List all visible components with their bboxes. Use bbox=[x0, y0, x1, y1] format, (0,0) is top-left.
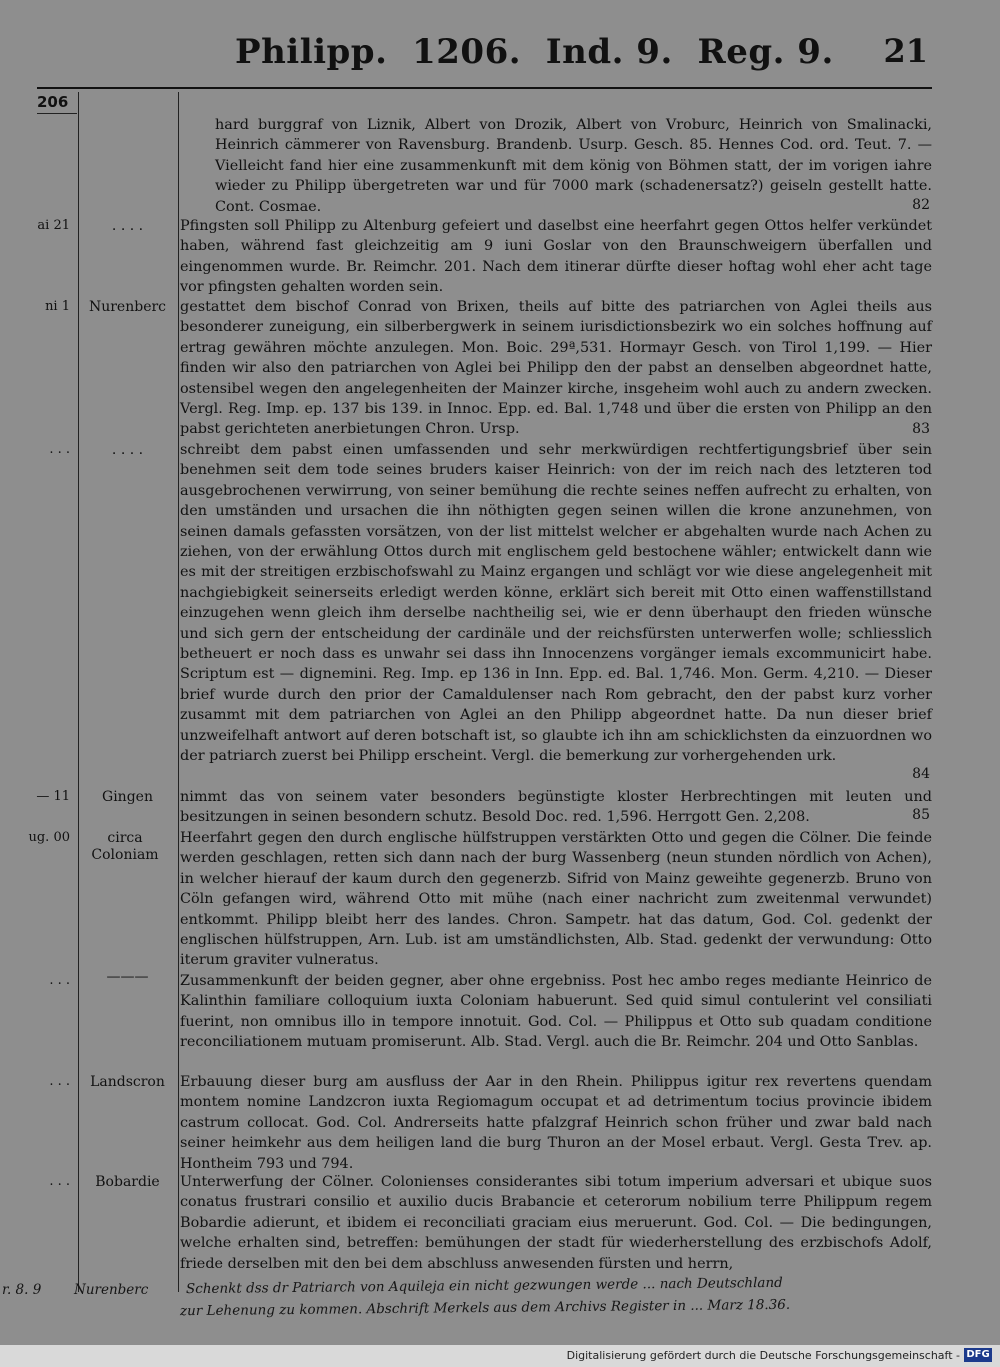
entry-number: 84 bbox=[912, 766, 930, 782]
entry-text: Erbauung dieser burg am ausfluss der Aar in den Rhein. Philippus igitur rex revertens quendam montem nomine Landzcron iuxta Regiomagum occupat et ad detrimentum tocius provincie ibidem castrum collocat. God. Col. Andrerseits hatte pfalzgraf Heinrich schon früher und zwar bald nach seiner heimkehr aus dem heiligen land die burg Thuron an der Mosel erbaut. Vergl. Gesta Trev. ap. Hontheim 793 und 794. bbox=[180, 1074, 932, 1172]
entry-date: . . . bbox=[49, 973, 70, 988]
handwritten-note-line1: Schenkt dss dr Patriarch von Aquileja ein nicht gezwungen werde ... nach Deutschland bbox=[185, 1274, 783, 1298]
entry-date: . . . bbox=[49, 1174, 70, 1189]
handwritten-date: r. 8. 9 bbox=[2, 1282, 42, 1298]
entry-number: 83 bbox=[912, 421, 930, 437]
entry-text: Pfingsten soll Philipp zu Altenburg gefeiert und daselbst eine heerfahrt gegen Ottos helfer verkündet haben, während fast gleichzeitig am 9 iuni Goslar von den Braunschweigern überfallen und eingenommen wurde. Br. Reimchr. 201. Nach dem itinerar dürfte dieser hoftag wohl eher acht tage vor pfingsten gehalten worden sein. bbox=[180, 218, 932, 296]
page-header bbox=[0, 30, 1000, 80]
entry-place: . . . . bbox=[111, 442, 144, 458]
entry-date: ai 21 bbox=[37, 218, 70, 233]
entry-date: ni 1 bbox=[45, 299, 70, 314]
entry-text: Unterwerfung der Cölner. Colonienses considerantes sibi totum imperium adversari et ubique suos conatus frustrari consilio et auxilio ducis Brabancie et ceterorum nobilium terre Philippum regem Bobardie adierunt, et ibidem ei reconciliati graciam eius meruerunt. God. Col. — Die bedingungen, welche erhalten sind, betreffen: bemühungen der stadt für wiederherstellung des erzbischofs Adolf, friede derselben mit den bei dem abschluss anwesenden fürsten und herrn, bbox=[180, 1174, 932, 1272]
column-divider-place bbox=[178, 92, 179, 1292]
column-divider-date bbox=[78, 92, 79, 1292]
entry-place: Nurenberc bbox=[88, 299, 167, 315]
entry-number: 85 bbox=[912, 807, 930, 823]
entry-date: . . . bbox=[49, 442, 70, 457]
handwritten-note-line2: zur Lehenung zu kommen. Abschrift Merkels aus dem Archivs Register in ... Marz 18.36. bbox=[179, 1296, 791, 1320]
entry-date: ug. 00 bbox=[28, 830, 70, 845]
running-title: Philipp. 1206. Ind. 9. Reg. 9. bbox=[235, 32, 834, 72]
entry-text: Heerfahrt gegen den durch englische hülfstruppen verstärkten Otto und gegen die Cölner. Die feinde werden geschlagen, retten sich dann nach der burg Wassenberg (neun stunden nördlich von Achen), in welcher hierauf der kaum durch den gegenerzb. Sifrid von Mainz geweihte gegenerzb. Bruno von Cöln gefangen wird, während Otto mit mühe (nach einer nachricht zum zweitenmal verwundet) entkommt. Philipp bleibt herr des landes. Chron. Sampetr. hat das datum, God. Col. gedenkt der englischen hülfstruppen, Arn. Lub. ist am umständlichsten, Alb. Stad. gedenkt der verwundung: Otto iterum graviter vulneratus. bbox=[180, 830, 932, 969]
entry-text: schreibt dem pabst einen umfassenden und sehr merkwürdigen rechtfertigungsbrief über sein benehmen seit dem tode seines bruders kaiser Heinrich: von der im reich nach des letzteren tod ausgebrochenen verwirrung, von seiner bemühung die rechte seines neffen aufrecht zu erhalten, von den umständen und ursachen die ihn nöthigten gegen seinen willen die krone anzunehmen, von seinen damals gefassten vorsätzen, von der list mittelst welcher er abgehalten wurde nach Achen zu ziehen, von der erwählung Ottos durch mit englischem geld bestochene wähler; entwickelt dann wie es mit der streitigen erzbischofswahl zu Mainz ergangen und schlägt vor wie diese angelegenheit mit nachgiebigkeit seinerseits erledigt werden könne, erklärt sich bereit mit Otto einen waffenstillstand einzugehen wenn gleich ihm derselbe nachtheilig sei, wie er denn überhaupt den frieden wünsche und sich gern der entscheidung der cardinäle und der reichsfürsten unterwerfen wolle; schliesslich betheuert er noch dass es unwahr sei dass ihn Innocenzens vorgänger iemals excommunicirt habe. Scriptum est — dignemini. Reg. Imp. ep 136 in Inn. Epp. ed. Bal. 1,746. Mon. Germ. 4,210. — Dieser brief wurde durch den prior der Camaldulenser nach Rom gebracht, den der pabst kurz vorher zusammt mit dem patriarchen von Aglei an den Philipp abgeordnet hatte. Da nun dieser brief unzweifelhaft antwort auf deren botschaft ist, so glaubte ich ihn am schicklichsten da einzuordnen wo der patriarch zuerst bei Philipp erscheint. Vergl. die bemerkung zur vorhergehenden urk. bbox=[180, 442, 932, 765]
entry-place: . . . . bbox=[111, 218, 144, 234]
entry-text: Zusammenkunft der beiden gegner, aber ohne ergebniss. Post hec ambo reges mediante Heinrico de Kalinthin familiare colloquium iuxta Coloniam habuerunt. Sed quid simul contulerint vel consiliati fuerint, non omnibus illo in tempore innotuit. God. Col. — Philippus et Otto sub quadam conditione reconciliationem mutuam promiserunt. Alb. Stad. Vergl. auch die Br. Reimchr. 204 und Otto Sanblas. bbox=[180, 973, 932, 1051]
entry-place: circa Coloniam bbox=[91, 830, 159, 863]
entry-text: hard burggraf von Liznik, Albert von Drozik, Albert von Vroburc, Heinrich von Smalinacki, Heinrich cämmerer von Ravensburg. Brandenb. Usurp. Gesch. 85. Hennes Cod. ord. Teut. 7. — Vielleicht fand hier eine zusammenkunft mit dem könig von Böhmen statt, der im vorigen iahre wieder zu Philipp übergetreten war und für 7000 mark (schadenersatz?) geiseln gestellt hatte. Cont. Cosmae. bbox=[215, 117, 932, 215]
entry-number: 82 bbox=[912, 197, 930, 213]
footer-bar bbox=[0, 1345, 1000, 1367]
entry-place: Bobardie bbox=[95, 1174, 160, 1190]
entry-text: gestattet dem bischof Conrad von Brixen, theils auf bitte des patriarchen von Aglei theils aus besonderer zuneigung, ein silberbergwerk in seinem iurisdictionsbezirk wo ein solches hoffnung auf ertrag gewähren möchte anzulegen. Mon. Boic. 29ª,531. Hormayr Gesch. von Tirol 1,199. — Hier finden wir also den patriarchen von Aglei bei Philipp den der pabst an denselben abgeordnet hatte, ostensibel wegen den angelegenheiten der Mainzer kirche, insgeheim wohl auch zu andern zwecken. Vergl. Reg. Imp. ep. 137 bis 139. in Innoc. Epp. ed. Bal. 1,748 und über die ersten von Philipp an den pabst gerichteten anerbietungen Chron. Ursp. bbox=[180, 299, 932, 438]
page-number: 21 bbox=[883, 32, 928, 70]
entry-place: Landscron bbox=[90, 1074, 165, 1090]
year-marker: 206 bbox=[37, 93, 77, 114]
entry-place: ——— bbox=[106, 969, 149, 985]
entry-place: Gingen bbox=[102, 789, 153, 805]
handwritten-place: Nurenberc bbox=[74, 1282, 149, 1298]
entry-text: nimmt das von seinem vater besonders begünstigte kloster Herbrechtingen mit leuten und besitzungen in seinen besondern schutz. Besold Doc. red. 1,596. Herrgott Gen. 2,208. bbox=[180, 789, 932, 826]
header-rule bbox=[37, 87, 932, 89]
funding-notice: Digitalisierung gefördert durch die Deutsche Forschungsgemeinschaft - bbox=[566, 1349, 960, 1362]
dfg-logo: DFG bbox=[964, 1348, 992, 1362]
entry-date: . . . bbox=[49, 1074, 70, 1089]
entry-date: — 11 bbox=[36, 789, 70, 804]
